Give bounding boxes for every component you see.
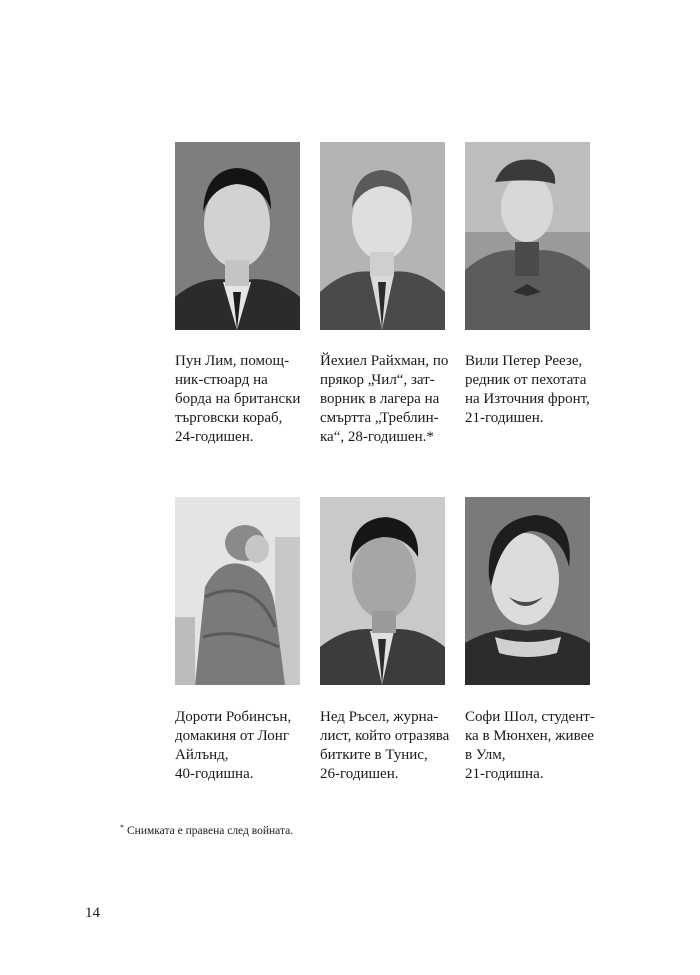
portrait-photo-1-image bbox=[175, 142, 300, 330]
footnote-mark: * bbox=[120, 823, 124, 832]
caption-line: ка в Мюнхен, живее bbox=[465, 728, 594, 744]
portrait-photo-4 bbox=[175, 497, 300, 685]
caption-1 bbox=[175, 352, 310, 447]
portrait-photo-5 bbox=[320, 497, 445, 685]
footnote bbox=[120, 823, 293, 837]
portrait-photo-2 bbox=[320, 142, 445, 330]
portrait-photo-3-image bbox=[465, 142, 590, 330]
caption-line: 24-годишен. bbox=[175, 429, 254, 445]
caption-line: Пун Лим, помощ- bbox=[175, 353, 290, 369]
caption-line: прякор „Чил“, зат- bbox=[320, 372, 435, 388]
portrait-photo-3 bbox=[465, 142, 590, 330]
caption-3 bbox=[465, 352, 600, 428]
caption-6 bbox=[465, 708, 600, 784]
caption-line: 21-годишен. bbox=[465, 410, 544, 426]
caption-line: 40-годишна. bbox=[175, 766, 254, 782]
caption-line: търговски кораб, bbox=[175, 410, 283, 426]
caption-line: Дороти Робинсън, bbox=[175, 709, 292, 725]
caption-line: Софи Шол, студент- bbox=[465, 709, 595, 725]
caption-line: битките в Тунис, bbox=[320, 747, 428, 763]
caption-line: на Източния фронт, bbox=[465, 391, 590, 407]
caption-line: домакиня от Лонг bbox=[175, 728, 289, 744]
portrait-photo-2-image bbox=[320, 142, 445, 330]
caption-4 bbox=[175, 708, 310, 784]
caption-2 bbox=[320, 352, 455, 447]
page-number: 14 bbox=[85, 905, 100, 921]
caption-line: ник-стюард на bbox=[175, 372, 268, 388]
caption-line: смъртта „Треблин- bbox=[320, 410, 439, 426]
caption-line: 26-годишен. bbox=[320, 766, 399, 782]
portrait-photo-4-image bbox=[175, 497, 300, 685]
caption-line: Йехиел Райхман, по bbox=[320, 353, 449, 369]
portrait-photo-6 bbox=[465, 497, 590, 685]
footnote-text: Снимката е правена след войната. bbox=[127, 825, 294, 837]
caption-line: Айлънд, bbox=[175, 747, 229, 763]
caption-line: редник от пехотата bbox=[465, 372, 587, 388]
caption-line: ворник в лагера на bbox=[320, 391, 440, 407]
portrait-photo-1 bbox=[175, 142, 300, 330]
portrait-photo-6-image bbox=[465, 497, 590, 685]
caption-line: 21-годишна. bbox=[465, 766, 544, 782]
caption-line: Нед Ръсел, журна- bbox=[320, 709, 439, 725]
portrait-photo-5-image bbox=[320, 497, 445, 685]
caption-line: лист, който отразява bbox=[320, 728, 450, 744]
caption-line: борда на британски bbox=[175, 391, 301, 407]
caption-5 bbox=[320, 708, 455, 784]
caption-line: Вили Петер Реезе, bbox=[465, 353, 583, 369]
caption-line: в Улм, bbox=[465, 747, 506, 763]
caption-line: ка“, 28-годишен.* bbox=[320, 429, 434, 445]
